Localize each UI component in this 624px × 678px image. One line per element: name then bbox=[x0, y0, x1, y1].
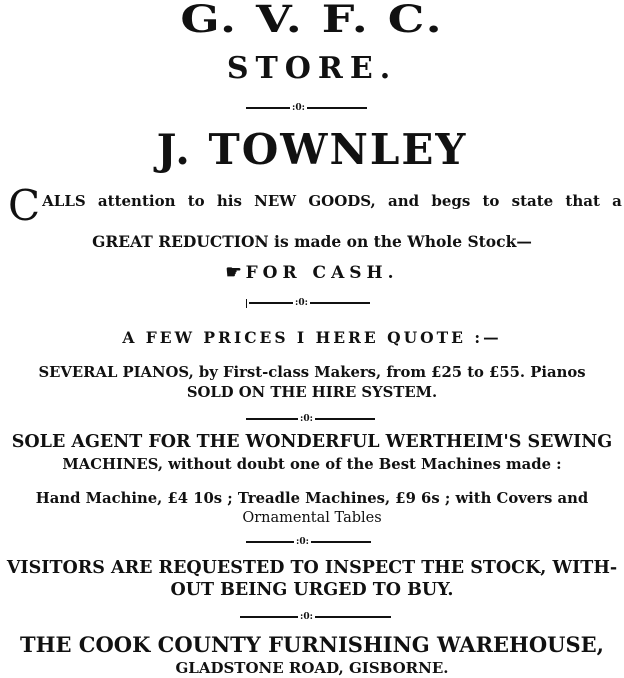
intro-word: GOODS, bbox=[308, 192, 376, 210]
divider-rule: :0: bbox=[240, 612, 391, 622]
heading-store: STORE. bbox=[226, 51, 398, 86]
prices-heading: A FEW PRICES I HERE QUOTE :— bbox=[122, 328, 502, 347]
intro-word: that bbox=[565, 192, 600, 210]
heading-proprietor: J. TOWNLEY bbox=[156, 125, 468, 174]
visitors-line-1: VISITORS ARE REQUESTED TO INSPECT THE STOCK, WITH- bbox=[6, 558, 618, 578]
intro-word: ALLS bbox=[42, 192, 86, 210]
pianos-line-2: SOLD ON THE HIRE SYSTEM. bbox=[186, 384, 438, 401]
sewing-line-3: Hand Machine, £4 10s ; Treadle Machines, £9 6s ; with Covers and bbox=[35, 490, 589, 507]
drop-cap: C bbox=[8, 181, 41, 230]
intro-word: a bbox=[612, 192, 622, 210]
intro-word: attention bbox=[97, 192, 176, 210]
intro-paragraph bbox=[8, 181, 622, 230]
intro-line-1 bbox=[42, 190, 622, 211]
intro-word: begs bbox=[431, 192, 471, 210]
pointing-hand-icon: ☛ bbox=[225, 262, 242, 283]
divider-rule: :0: bbox=[246, 103, 367, 113]
cash-label: FOR CASH. bbox=[245, 263, 399, 283]
intro-word: NEW bbox=[254, 192, 297, 210]
intro-word: his bbox=[216, 192, 242, 210]
divider-rule: :0: bbox=[246, 298, 370, 308]
intro-word: and bbox=[388, 192, 420, 210]
divider-rule: :0: bbox=[246, 537, 371, 547]
pianos-line-1: SEVERAL PIANOS, by First-class Makers, from £25 to £55. Pianos bbox=[38, 364, 586, 381]
intro-line-2: GREAT REDUCTION is made on the Whole Stock— bbox=[92, 232, 532, 251]
heading-initials: G. V. F. C. bbox=[180, 0, 444, 41]
visitors-line-2: OUT BEING URGED TO BUY. bbox=[170, 580, 454, 600]
sewing-line-1: SOLE AGENT FOR THE WONDERFUL WERTHEIM'S SEWING bbox=[11, 432, 613, 452]
footer-line-1: THE COOK COUNTY FURNISHING WAREHOUSE, bbox=[20, 632, 604, 657]
cash-line bbox=[0, 262, 624, 283]
sewing-line-4: Ornamental Tables bbox=[242, 510, 382, 526]
intro-word: state bbox=[511, 192, 554, 210]
divider-rule: :0: bbox=[246, 414, 375, 424]
footer-line-2: GLADSTONE ROAD, GISBORNE. bbox=[175, 659, 449, 677]
sewing-line-2: MACHINES, without doubt one of the Best Machines made : bbox=[62, 456, 562, 473]
intro-word: to bbox=[482, 192, 500, 210]
intro-word: to bbox=[187, 192, 205, 210]
